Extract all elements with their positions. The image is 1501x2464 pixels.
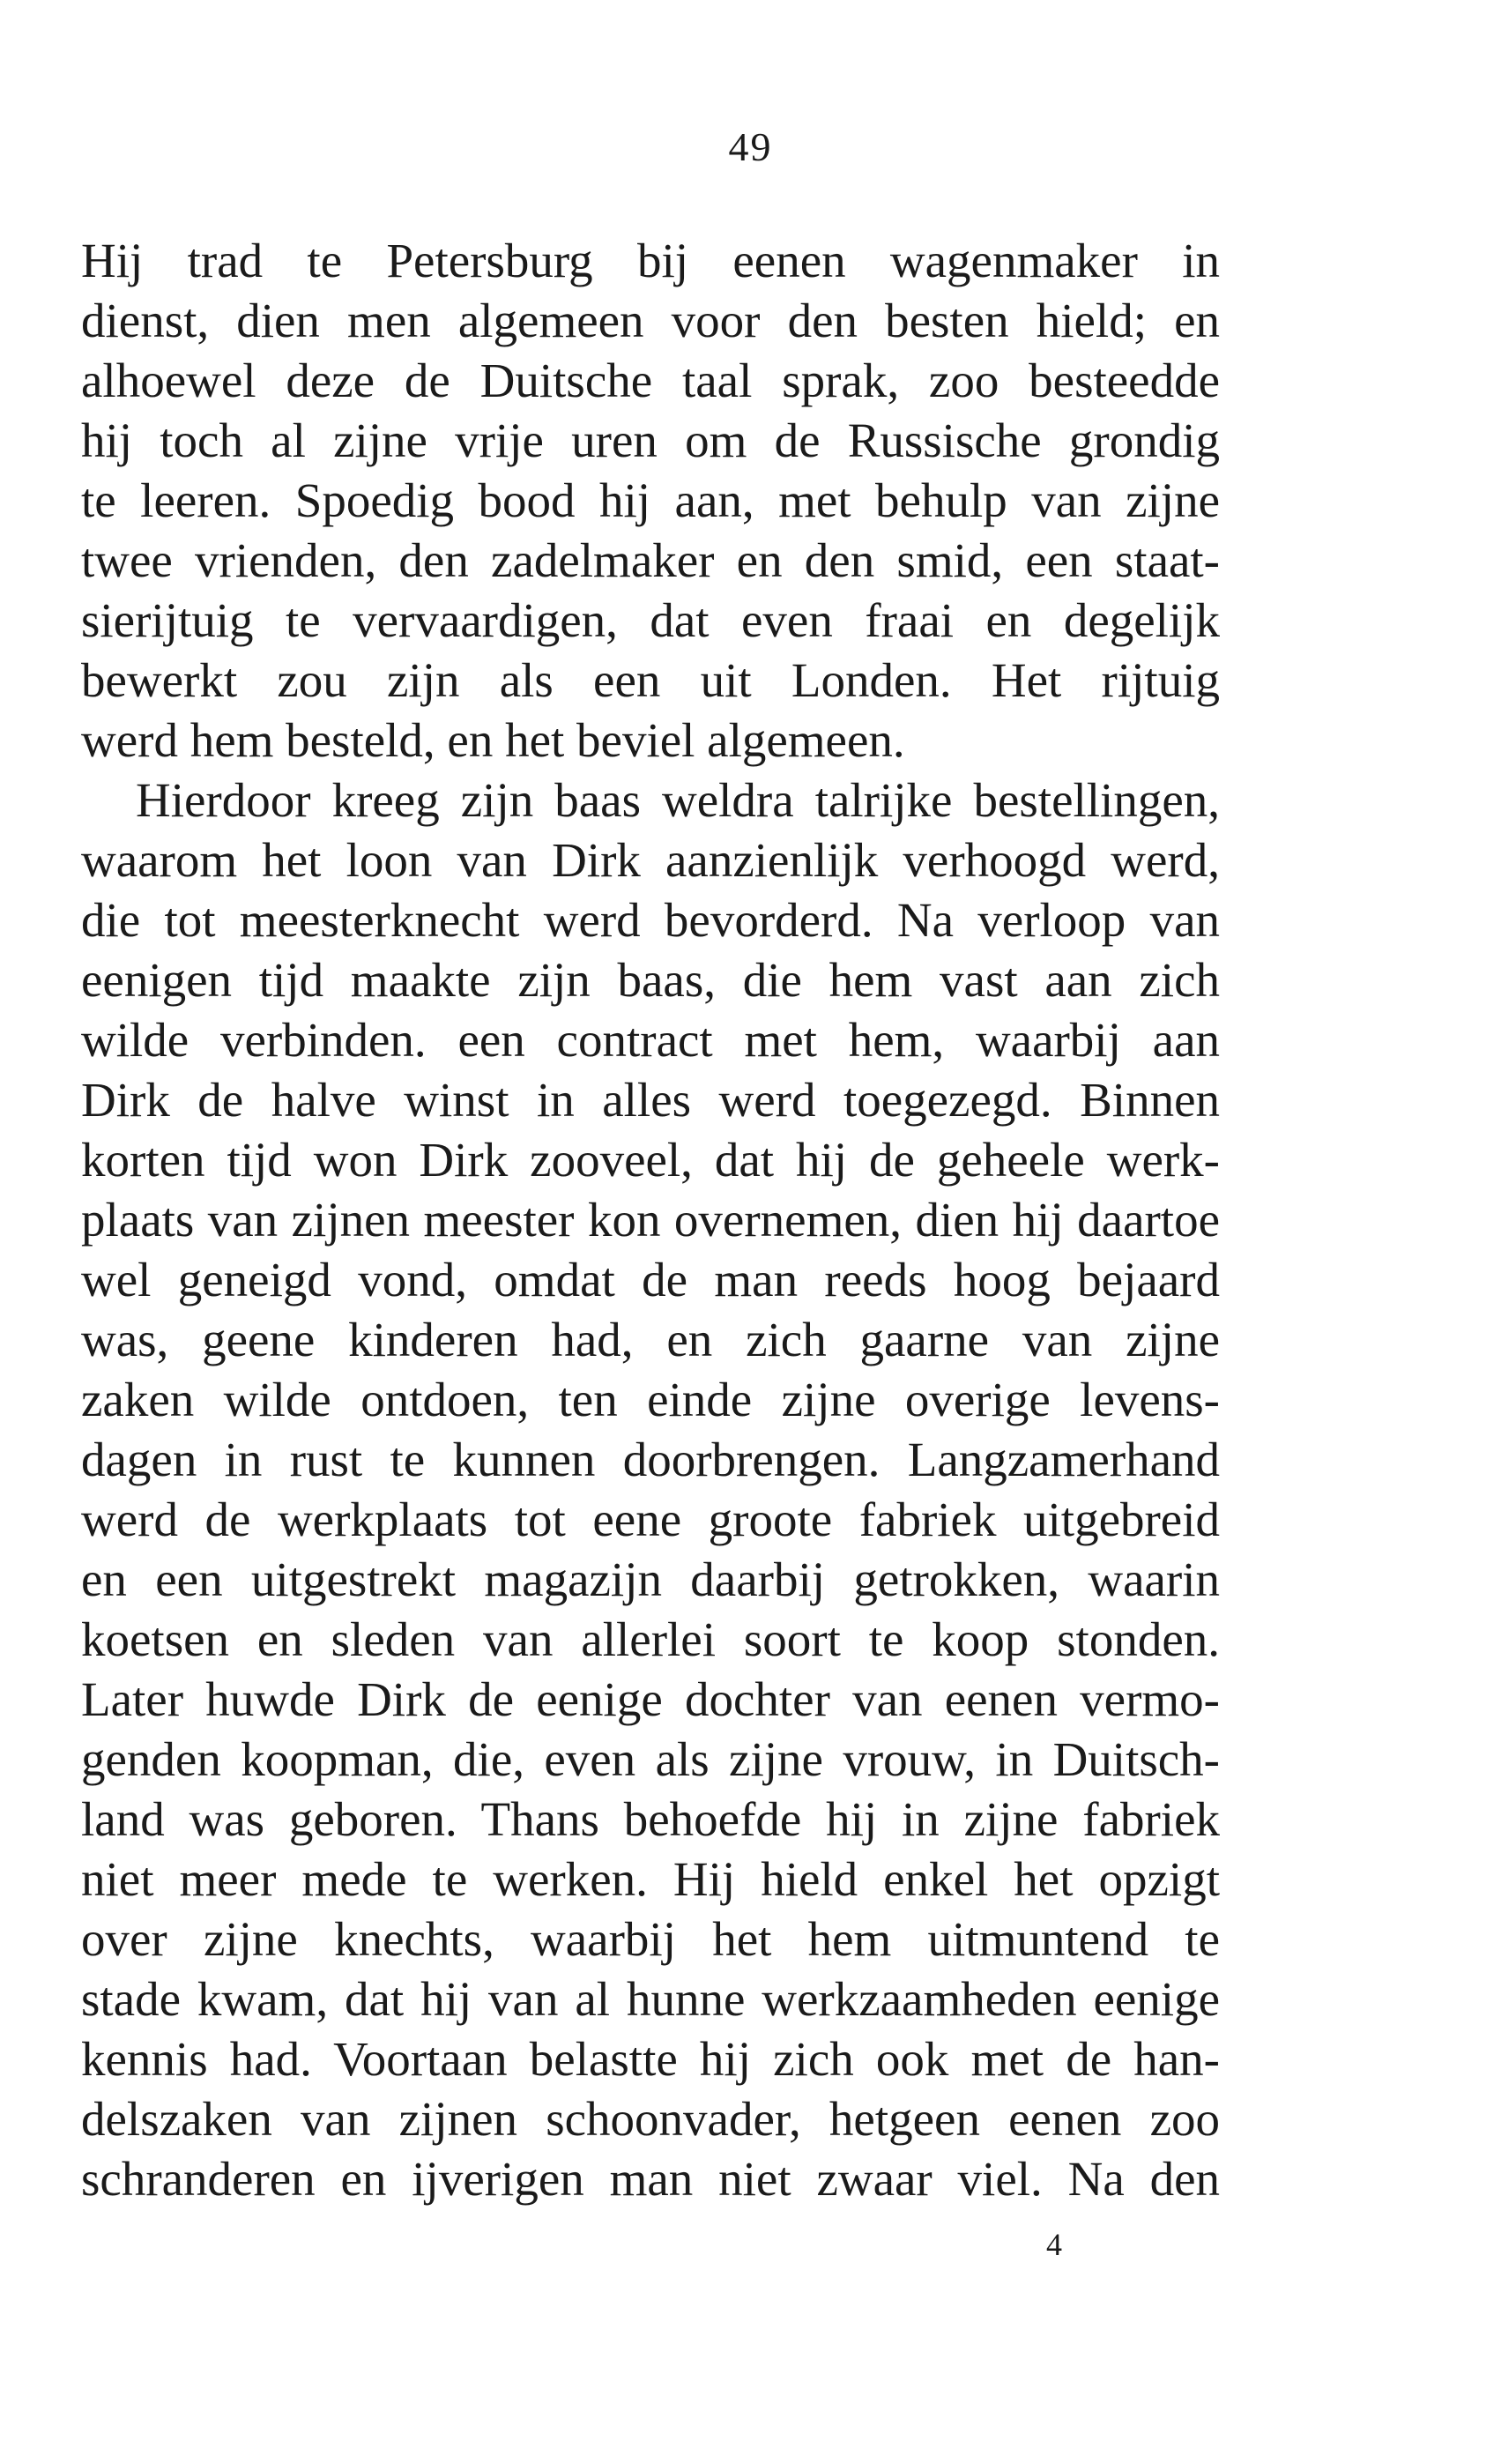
text-line: werd de werkplaats tot eene groote fabriek uitgebreid: [81, 1493, 1220, 1546]
text-line: bewerkt zou zijn als een uit Londen. Het rijtuig: [81, 653, 1220, 707]
text-line: Hierdoor kreeg zijn baas weldra talrijke bestellingen,: [136, 773, 1220, 827]
text-line: wilde verbinden. een contract met hem, waarbij aan: [81, 1013, 1220, 1067]
body-text: [81, 231, 1220, 2209]
text-line: kennis had. Voortaan belastte hij zich ook met de han-: [81, 2032, 1220, 2086]
text-line: werd hem besteld, en het beviel algemeen.: [81, 713, 905, 767]
text-line: korten tijd won Dirk zooveel, dat hij de geheele werk-: [81, 1133, 1220, 1187]
text-line: Hij trad te Petersburg bij eenen wagenmaker in: [81, 234, 1220, 287]
page-number: 49: [728, 124, 773, 169]
text-line: genden koopman, die, even als zijne vrouw, in Duitsch-: [81, 1732, 1220, 1786]
text-line: dienst, dien men algemeen voor den besten hield; en: [81, 294, 1220, 347]
text-line: was, geene kinderen had, en zich gaarne van zijne: [81, 1313, 1220, 1366]
text-line: en een uitgestrekt magazijn daarbij getrokken, waarin: [81, 1552, 1220, 1606]
text-line: Later huwde Dirk de eenige dochter van eenen vermo-: [81, 1672, 1220, 1726]
text-line: zaken wilde ontdoen, ten einde zijne overige levens-: [81, 1373, 1220, 1426]
text-line: koetsen en sleden van allerlei soort te koop stonden.: [81, 1612, 1220, 1666]
text-line: twee vrienden, den zadelmaker en den smid, een staat-: [81, 533, 1220, 587]
text-line: sierijtuig te vervaardigen, dat even fraai en degelijk: [81, 593, 1220, 647]
signature-mark: 4: [1046, 2227, 1062, 2262]
text-line: die tot meesterknecht werd bevorderd. Na verloop van: [81, 893, 1220, 947]
text-line: eenigen tijd maakte zijn baas, die hem vast aan zich: [81, 953, 1220, 1007]
text-line: over zijne knechts, waarbij het hem uitmuntend te: [81, 1912, 1220, 1966]
text-line: te leeren. Spoedig bood hij aan, met behulp van zijne: [81, 473, 1220, 527]
text-line: niet meer mede te werken. Hij hield enkel het opzigt: [81, 1852, 1220, 1906]
text-line: wel geneigd vond, omdat de man reeds hoog bejaard: [81, 1253, 1220, 1306]
text-line: schranderen en ijverigen man niet zwaar viel. Na den: [81, 2152, 1220, 2206]
text-line: delszaken van zijnen schoonvader, hetgeen eenen zoo: [81, 2092, 1220, 2146]
text-line: plaats van zijnen meester kon overnemen, dien hij daartoe: [81, 1193, 1220, 1247]
text-line: dagen in rust te kunnen doorbrengen. Langzamerhand: [81, 1433, 1220, 1486]
text-line: waarom het loon van Dirk aanzienlijk verhoogd werd,: [81, 833, 1220, 887]
text-line: alhoewel deze de Duitsche taal sprak, zoo besteedde: [81, 354, 1220, 407]
text-line: Dirk de halve winst in alles werd toegezegd. Binnen: [81, 1073, 1220, 1127]
text-line: land was geboren. Thans behoefde hij in zijne fabriek: [81, 1792, 1220, 1846]
text-line: stade kwam, dat hij van al hunne werkzaamheden eenige: [81, 1972, 1220, 2026]
text-line: hij toch al zijne vrije uren om de Russische grondig: [81, 413, 1220, 467]
